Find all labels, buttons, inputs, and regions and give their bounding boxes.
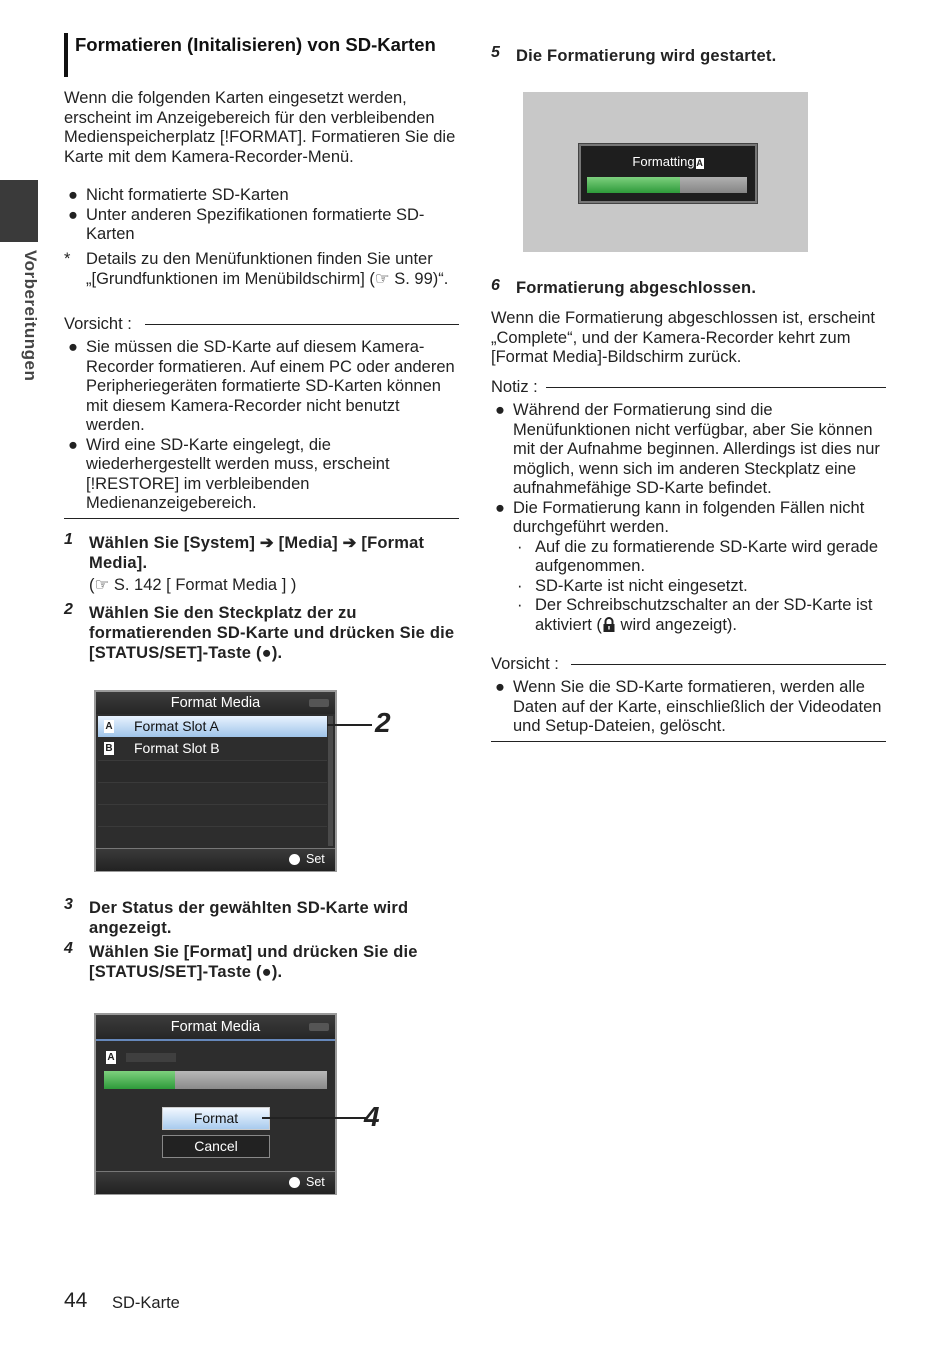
caution-list	[68, 338, 460, 514]
menu-item-label: Format Slot B	[134, 740, 220, 756]
note-asterisk: *	[64, 250, 71, 268]
bullet-icon: ●	[495, 678, 505, 696]
card-info-blurred	[126, 1053, 176, 1062]
title-marker-bar	[64, 33, 68, 77]
menu-item-format-slot-a[interactable]	[98, 716, 327, 737]
caution-divider	[571, 664, 886, 665]
callout-line	[327, 724, 372, 726]
sub-list-item-text: Der Schreibschutzschalter an der SD-Karte ist aktiviert (	[535, 596, 873, 634]
screen-footer	[96, 1171, 335, 1194]
menu-item-label: Format Slot A	[134, 718, 219, 734]
menu-item-format-slot-b[interactable]	[98, 738, 327, 759]
slot-a-icon: A	[107, 1052, 115, 1063]
format-media-screen	[94, 690, 337, 872]
sub-bullet-icon: ·	[517, 537, 523, 556]
formatting-status	[581, 154, 755, 169]
sub-list-item-text: SD-Karte ist nicht eingesetzt.	[535, 576, 748, 595]
note-text: Details zu den Menüfunktionen finden Sie unter „[Grundfunktionen im Menübildschirm] (☞ S. 99)“.	[86, 250, 449, 288]
note-list	[495, 401, 887, 635]
set-button-icon	[289, 1177, 300, 1188]
chapter-side-label	[10, 250, 50, 420]
format-button[interactable]	[162, 1107, 270, 1130]
sub-list-item-text-tail: wird angezeigt).	[615, 615, 737, 634]
list-item	[68, 206, 460, 245]
progress-bar	[587, 177, 747, 193]
sub-list-item	[495, 538, 887, 577]
list-item-text: Sie müssen die SD-Karte auf diesem Kamera-Recorder formatieren. Auf einem PC oder anderen Peripheriegeräten formatierte SD-Karten können mit diesem Kamera-Recorder nicht benutzt werden.	[86, 338, 455, 434]
caution-end-divider	[64, 518, 459, 519]
list-item	[495, 401, 887, 499]
step-4-text: Wählen Sie [Format] und drücken Sie die [STATUS/SET]-Taste (●).	[89, 943, 418, 981]
callout-number: 4	[364, 1101, 380, 1132]
bullet-icon: ●	[68, 435, 78, 454]
intro-paragraph: Wenn die folgenden Karten eingesetzt werden, erscheint im Anzeigebereich für den verbleibenden Medienspeicherplatz [!FORMAT]. Formatieren Sie die Karte mit dem Kamera-Recorder-Menü.	[64, 89, 456, 166]
page-number: 44	[64, 1289, 88, 1312]
step-3-text: Der Status der gewählten SD-Karte wird angezeigt.	[89, 899, 409, 937]
step-6-text: Formatierung abgeschlossen.	[516, 279, 757, 297]
sub-bullet-icon: ·	[517, 576, 523, 595]
menu-empty-row	[98, 782, 327, 804]
step-number: 3	[64, 896, 73, 913]
list-item	[495, 499, 887, 538]
step-number: 5	[491, 44, 500, 61]
screen-header	[96, 692, 335, 714]
bullet-icon: ●	[68, 338, 78, 356]
screen-footer	[96, 848, 335, 871]
caution-list	[495, 678, 887, 737]
list-item-text: Wenn Sie die SD-Karte formatieren, werden alle Daten auf der Karte, einschließlich der Videodaten und Setup-Dateien, gelöscht.	[513, 678, 882, 735]
bullet-icon: ●	[495, 401, 505, 419]
slot-a-icon: A	[105, 721, 113, 732]
list-item-text: Wird eine SD-Karte eingelegt, die wiederhergestellt werden muss, erscheint [!RESTORE] im verbleibenden Medienanzeigebereich.	[86, 435, 390, 512]
chapter-side-label-text: Vorbereitungen	[21, 250, 40, 382]
caution-divider	[145, 324, 459, 325]
step-number: 2	[64, 601, 73, 618]
menu-empty-row	[98, 760, 327, 782]
sub-list-item	[495, 577, 887, 597]
list-item	[495, 678, 887, 737]
step-1-text: Wählen Sie [System] ➔ [Media] ➔ [Format Media].	[89, 534, 425, 572]
screen-header	[96, 1015, 335, 1041]
list-item-text: Die Formatierung kann in folgenden Fällen nicht durchgeführt werden.	[513, 498, 865, 536]
format-button-label: Format	[193, 1110, 239, 1126]
step-2-text: Wählen Sie den Steckplatz der zu formatierenden SD-Karte und drücken Sie die [STATUS/SET]-Taste (●).	[89, 604, 455, 662]
footer-section: SD-Karte	[112, 1294, 180, 1312]
capacity-bar-fill	[104, 1071, 175, 1089]
sub-bullet-icon: ·	[517, 596, 523, 614]
formatting-screen	[523, 92, 808, 252]
menu-note	[64, 250, 460, 289]
step-1-reference: (☞ S. 142 [ Format Media ] )	[89, 576, 297, 594]
formatting-dialog	[579, 144, 757, 203]
sub-list-item-text: Auf die zu formatierende SD-Karte wird gerade aufgenommen.	[535, 537, 879, 575]
screen-title: Format Media	[170, 695, 261, 711]
callout-line	[262, 1117, 367, 1119]
slot-b-icon: B	[105, 743, 113, 754]
cancel-button-label: Cancel	[194, 1138, 238, 1154]
step-number: 4	[64, 940, 73, 957]
screen-title: Format Media	[170, 1019, 261, 1035]
set-button-icon	[289, 854, 300, 865]
battery-icon	[309, 1023, 329, 1031]
set-label: Set	[306, 852, 325, 866]
list-item-text: Unter anderen Spezifikationen formatierte SD-Karten	[86, 205, 425, 243]
card-type-list	[68, 186, 460, 245]
list-item	[68, 186, 460, 206]
capacity-bar	[104, 1071, 327, 1089]
callout-number: 2	[375, 707, 391, 738]
set-label: Set	[306, 1175, 325, 1189]
step-number: 1	[64, 531, 73, 548]
menu-empty-row	[98, 826, 327, 848]
note-label: Notiz :	[491, 378, 538, 396]
bullet-icon: ●	[495, 498, 505, 517]
cancel-button[interactable]	[162, 1135, 270, 1158]
chapter-tab-marker	[0, 180, 38, 242]
bullet-icon: ●	[68, 205, 78, 224]
format-confirm-screen	[94, 1013, 337, 1195]
caution-end-divider	[491, 741, 886, 742]
caution-label: Vorsicht :	[491, 655, 559, 673]
bullet-icon: ●	[68, 186, 78, 204]
progress-bar-fill	[587, 177, 680, 193]
list-item	[68, 338, 460, 436]
step-6-description: Wenn die Formatierung abgeschlossen ist, erscheint „Complete“, und der Kamera-Recorder kehrt zum [Format Media]-Bildschirm zurück.	[491, 309, 875, 366]
list-item-text: Nicht formatierte SD-Karten	[86, 186, 289, 204]
section-title: Formatieren (Initalisieren) von SD-Karten	[75, 34, 436, 55]
lock-icon	[602, 617, 616, 631]
note-divider	[546, 387, 886, 388]
scrollbar[interactable]	[328, 716, 333, 846]
menu-empty-row	[98, 804, 327, 826]
sub-list-item	[495, 596, 887, 635]
list-item-text: Während der Formatierung sind die Menüfunktionen nicht verfügbar, aber Sie können mit der Aufnahme beginnen. Allerdings ist dies nur möglich, wenn sich im anderen Steckplatz eine aufnahmefähige SD-Karte befindet.	[513, 401, 880, 497]
list-item	[68, 436, 460, 514]
battery-icon	[309, 699, 329, 707]
step-number: 6	[491, 277, 500, 294]
caution-label: Vorsicht :	[64, 315, 132, 333]
slot-a-icon: A	[696, 158, 703, 168]
step-5-text: Die Formatierung wird gestartet.	[516, 47, 777, 65]
formatting-label: Formatting	[632, 154, 695, 169]
